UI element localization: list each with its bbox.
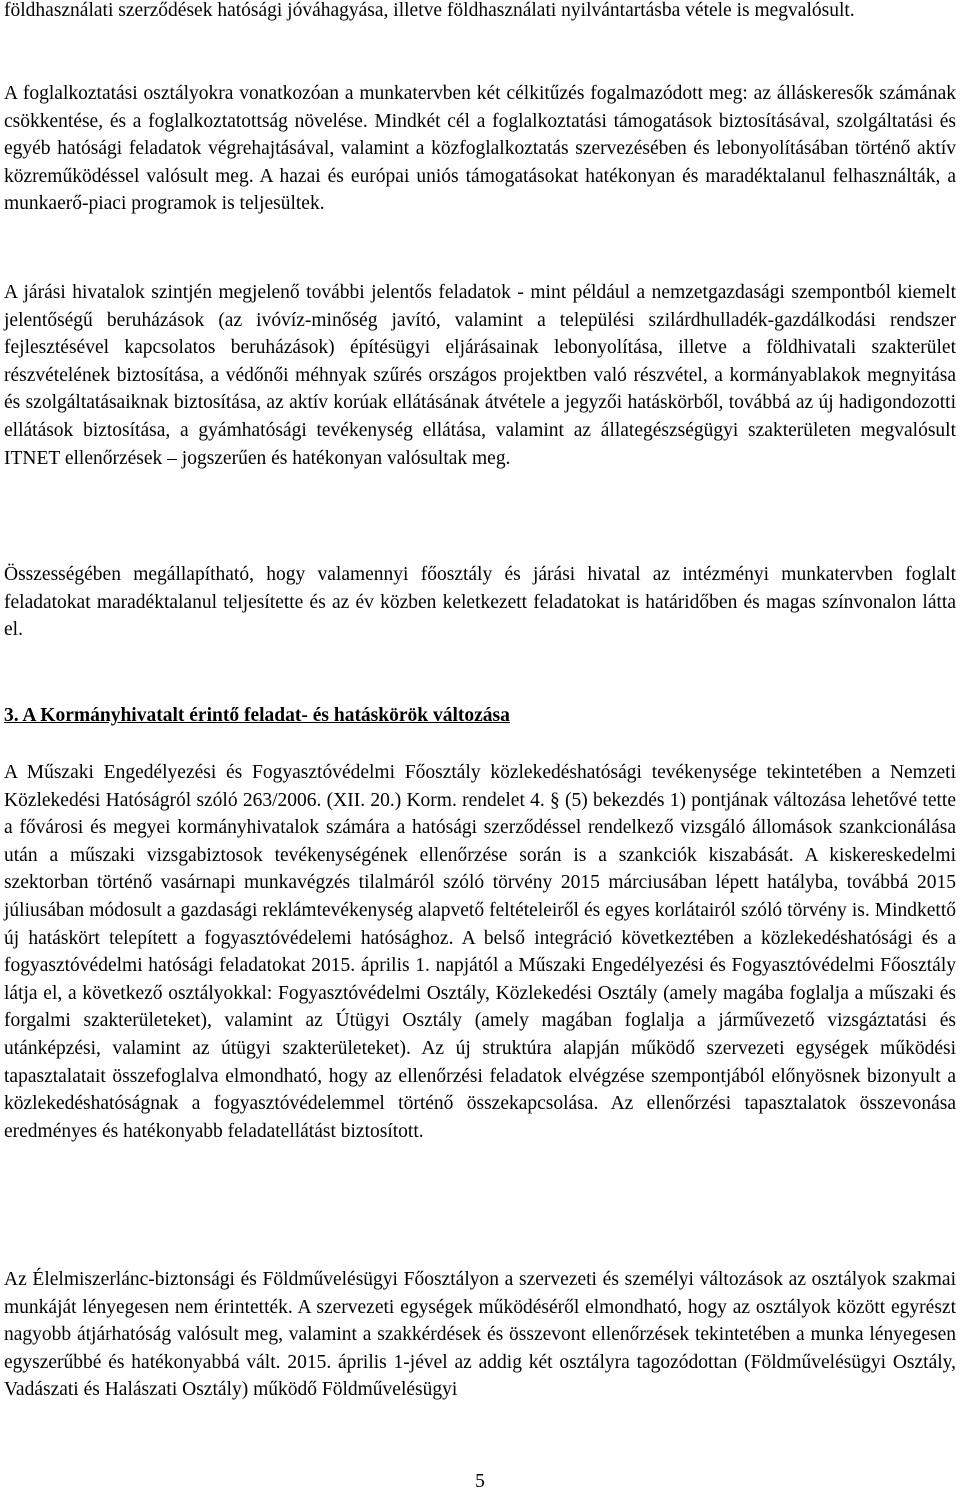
- page-number: 5: [475, 1471, 485, 1492]
- paragraph-food-chain: Az Élelmiszerlánc-biztonsági és Földművelésügyi Főosztályon a szervezeti és személyi változások az osztályok szakmai munkáját lényegesen nem érintették. A szervezeti egységek működéséről elmondható, hogy az osztályok között egyrészt nagyobb átjárhatóság valósult meg, valamint a szakkérdések és összevont ellenőrzések tekintetében a munka lényegesen egyszerűbbé és hatékonyabbá vált. 2015. április 1-jével az addig két osztályra tagozódottan (Földművelésügyi Osztály, Vadászati és Halászati Osztály) működő Földművelésügyi: [4, 1269, 956, 1401]
- paragraph-summary: Összességében megállapítható, hogy valamennyi főosztály és járási hivatal az intézményi munkatervben foglalt feladatokat maradéktalanul teljesítette és az év közben keletkezett feladatokat is határidőben és magas színvonalon látta el.: [4, 564, 956, 641]
- section-heading: 3. A Kormányhivatalt érintő feladat- és hatáskörök változása: [4, 705, 510, 726]
- paragraph-district-offices: A járási hivatalok szintjén megjelenő további jelentős feladatok - mint például a nemzetgazdasági szempontból kiemelt jelentőségű beruházások (az ivóvíz-minőség javító, valamint a települési szilárdhulladék-gazdálkodási rendszer fejlesztésével kapcsolatos beruházások) építésügyi eljárásainak lebonyolítása, illetve a földhivatali szakterület részvételének biztosítása, a védőnői méhnyak szűrés országos projektben való részvétel, a kormányablakok megnyitása és szolgáltatásaiknak biztosítása, az aktív korúak ellátásának átvétele a jegyzői hatáskörből, továbbá az új hadigondozotti ellátások biztosítása, a gyámhatósági tevékenység ellátása, valamint az állategészségügyi szakterületen megvalósult ITNET ellenőrzések – jogszerűen és hatékonyan valósultak meg.: [4, 282, 956, 469]
- paragraph-technical-licensing: A Műszaki Engedélyezési és Fogyasztóvédelmi Főosztály közlekedéshatósági tevékenysége tekintetében a Nemzeti Közlekedési Hatóságról szóló 263/2006. (XII. 20.) Korm. rendelet 4. § (5) bekezdés 1) pontjának változása lehetővé tette a fővárosi és megyei kormányhivatalok számára a hatósági szerződéssel rendelkező vizsgáló állomások szankcionálása után a műszaki vizsgabiztosok tevékenységének ellenőrzése során is a szankciók kiszabását. A kiskereskedelmi szektorban történő vasárnapi munkavégzés tilalmáról szóló törvény 2015 márciusában lépett hatályba, továbbá 2015 júliusában módosult a gazdasági reklámtevékenység alapvető feltételeiről és egyes korlátairól szóló törvény is. Mindkettő új hatáskört telepített a fogyasztóvédelemi hatósághoz. A belső integráció következtében a közlekedéshatósági és a fogyasztóvédelmi hatósági feladatokat 2015. április 1. napjától a Műszaki Engedélyezési és Fogyasztóvédelmi Főosztály látja el, a következő osztályokkal: Fogyasztóvédelmi Osztály, Közlekedési Osztály (amely magába foglalja a műszaki és forgalmi szakterületeket), valamint az Útügyi Osztály (amely magában foglalja a járművezető vizsgáztatási és utánképzési, valamint az útügyi szakterületeket). Az új struktúra alapján működő szervezeti egységek működési tapasztalatait összefoglalva elmondható, hogy az ellenőrzési feladatok elvégzése szempontjából előnyösnek bizonyult a közlekedéshatóságnak a fogyasztóvédelemmel történő összekapcsolása. Az ellenőrzési tapasztalatok összevonása eredményes és hatékonyabb feladatellátást biztosított.: [4, 762, 956, 1142]
- paragraph-land-use: földhasználati szerződések hatósági jóváhagyása, illetve földhasználati nyilvántartásba vétele is megvalósult.: [4, 0, 855, 21]
- paragraph-employment: A foglalkoztatási osztályokra vonatkozóan a munkatervben két célkitűzés fogalmazódott meg: az álláskeresők számának csökkentése, és a foglalkoztatottság növelése. Mindkét cél a foglalkoztatási támogatások biztosításával, szolgáltatási és egyéb hatósági feladatok végrehajtásával, valamint a közfoglalkoztatás szervezésében és lebonyolításában történő aktív közreműködéssel valósult meg. A hazai és európai uniós támogatásokat hatékonyan és maradéktalanul felhasználták, a munkaerő-piaci programok is teljesültek.: [4, 83, 956, 215]
- document-page: [4, 0, 956, 1509]
